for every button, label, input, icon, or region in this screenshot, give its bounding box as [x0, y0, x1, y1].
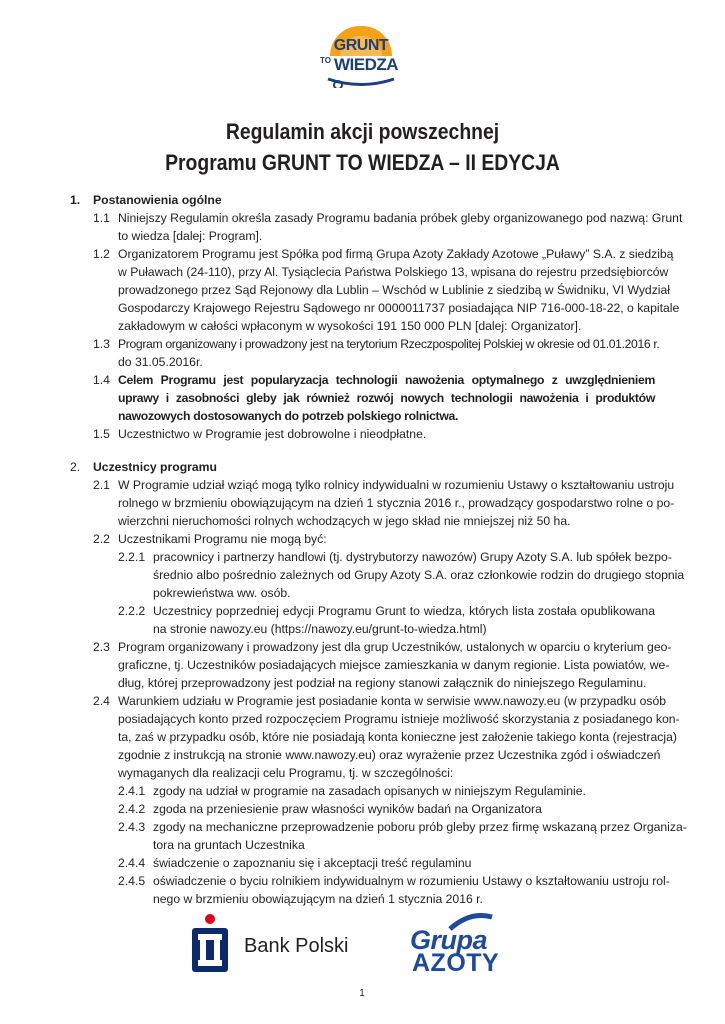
- subitem-number: 2.4.3: [118, 820, 146, 834]
- item-number: 2.1: [93, 478, 110, 492]
- subitem-line: Uczestnicy poprzedniej edycji Programu Grunt to wiedza, których lista została opublikowana: [153, 604, 655, 618]
- item-line-bold: uprawy i zasobności gleby jak również rozwój nowych technologii nawożenia i produktów: [118, 391, 655, 405]
- subitem-line: pracownicy i partnerzy handlowi (tj. dystrybutorzy nawozów) Grupy Azoty S.A. lub spółek bezpo-: [153, 550, 672, 564]
- subitem-line: tora na gruntach Uczestnika: [153, 838, 305, 852]
- subitem-number: 2.4.2: [118, 802, 146, 816]
- document-title-line1: Regulamin akcji powszechnej: [225, 119, 500, 144]
- item-line: do 31.05.2016r.: [118, 355, 203, 369]
- subitem-line: nego w brzmieniu obowiązującym na dzień 1 stycznia 2016 r.: [153, 892, 483, 906]
- item-number: 2.4: [93, 694, 110, 708]
- item-line: zgodnie z instrukcją na stronie www.nawozy.eu) oraz wyrażenie przez Uczestnika zgód i oświadczeń: [118, 748, 661, 762]
- section-heading: Postanowienia ogólne: [93, 193, 222, 207]
- item-line: Organizatorem Programu jest Spółka pod firmą Grupa Azoty Zakłady Azotowe „Puławy” S.A. z siedzibą: [118, 247, 674, 261]
- pko-bank-name: Bank Polski: [244, 935, 349, 957]
- item-line: Gospodarczy Krajowego Rejestru Sądowego nr 0000011737 posiadająca NIP 716-000-18-22, o kapitale: [118, 301, 680, 315]
- subitem-line: średnio albo pośrednio zależnych od Grupy Azoty S.A. oraz członkowie rodzin do drugiego stopnia: [153, 568, 685, 582]
- subitem-number: 2.2.2: [118, 604, 146, 618]
- subitem-number: 2.4.1: [118, 784, 146, 798]
- subitem-number: 2.4.5: [118, 874, 146, 888]
- page-number: 1: [359, 988, 365, 999]
- item-line: Niniejszy Regulamin określa zasady Programu badania próbek gleby organizowanego pod nazwą: Grunt: [118, 211, 683, 225]
- item-number: 1.1: [93, 211, 110, 225]
- section-heading: Uczestnicy programu: [93, 460, 217, 474]
- subitem-line: świadczenie o zapoznaniu się i akceptacji treść regulaminu: [153, 856, 472, 870]
- item-line: Warunkiem udziału w Programie jest posiadanie konta w serwisie www.nawozy.eu (w przypadku osób: [118, 694, 667, 708]
- document-title-line2: Programu GRUNT TO WIEDZA – II EDYCJA: [165, 150, 560, 175]
- item-line: Program organizowany i prowadzony jest na terytorium Rzeczpospolitej Polskiej w okresie od 01.01.2016 r.: [118, 337, 660, 351]
- item-line: to wiedza [dalej: Program].: [118, 229, 263, 243]
- item-line: wymaganych dla realizacji celu Programu, tj. w szczególności:: [118, 766, 454, 780]
- grupa-azoty-logo: [410, 913, 510, 977]
- item-line: ta, zaś w przypadku osób, które nie posiadają konta konieczne jest założenie takiego konta (rejestracja): [118, 730, 677, 744]
- subitem-number: 2.4.4: [118, 856, 146, 870]
- item-line: Uczestnikami Programu nie mogą być:: [118, 532, 327, 546]
- item-number: 1.2: [93, 247, 110, 261]
- logo-to: TO: [320, 56, 331, 65]
- subitem-line: pokrewieństwa ww. osób.: [153, 586, 291, 600]
- subitem-line: na stronie nawozy.eu (https://nawozy.eu/grunt-to-wiedza.html): [153, 622, 487, 636]
- logo-line2: WIEDZA: [334, 55, 399, 74]
- subitem-line: zgody na udział w programie na zasadach opisanych w niniejszym Regulaminie.: [153, 784, 586, 798]
- item-line: graficzne, tj. Uczestników posiadających miejsce zamieszkania w danym regionie. Lista powiatów, we-: [118, 658, 670, 672]
- item-number: 1.5: [93, 427, 110, 441]
- item-number: 1.3: [93, 337, 110, 351]
- azoty-line1: Grupa: [410, 925, 488, 955]
- pko-bank-polski-logo: [186, 913, 382, 975]
- section-number: 2.: [70, 460, 81, 474]
- item-line: posiadających konto przed rozpoczęciem Programu istnieje możliwość skorzystania z posiadanego kon-: [118, 712, 680, 726]
- item-line-bold: Celem Programu jest popularyzacja technologii nawożenia optymalnego z uwzględnieniem: [118, 373, 655, 387]
- subitem-line: zgody na mechaniczne przeprowadzenie poboru prób gleby przez firmę wskazaną przez Organiza-: [153, 820, 687, 834]
- item-line: W Programie udział wziąć mogą tylko rolnicy indywidualni w rozumieniu Ustawy o kształtowaniu ustroju: [118, 478, 675, 492]
- item-number: 2.2: [93, 532, 110, 546]
- grunt-to-wiedza-logo: [318, 26, 404, 98]
- subitem-line: zgoda na przeniesienie praw własności wyników badań na Organizatora: [153, 802, 542, 816]
- item-number: 1.4: [93, 373, 110, 387]
- item-line: dług, której przeprowadzony jest podział na regiony stanowi załącznik do niniejszego Regulaminu.: [118, 676, 647, 690]
- item-line: wierzchni nieruchomości rolnych wchodzących w jego skład nie mniejszej niż 50 ha.: [118, 514, 571, 528]
- subitem-line: oświadczenie o byciu rolnikiem indywidualnym w rozumieniu Ustawy o kształtowaniu ustroju rol-: [153, 874, 670, 888]
- item-line: zakładowym w całości wpłaconym w wysokości 191 150 000 PLN [dalej: Organizator].: [118, 319, 582, 333]
- item-line: w Puławach (24-110), przy Al. Tysiąclecia Państwa Polskiego 13, wpisana do rejestru przedsiębiorców: [118, 265, 669, 279]
- item-number: 2.3: [93, 640, 110, 654]
- logo-swoosh-icon: [326, 76, 396, 88]
- logo-line1: GRUNT: [333, 37, 389, 54]
- pko-emblem-icon: [186, 913, 234, 975]
- item-line-bold: nawozowych dostosowanych do potrzeb polskiego rolnictwa.: [118, 409, 459, 423]
- azoty-line2: AZOTY: [412, 949, 500, 977]
- item-line: rolnego w brzmieniu obowiązującym na dzień 1 stycznia 2016 r., prowadzący gospodarstwo rolne o po-: [118, 496, 675, 510]
- item-line: Uczestnictwo w Programie jest dobrowolne i nieodpłatne.: [118, 427, 427, 441]
- subitem-number: 2.2.1: [118, 550, 146, 564]
- section-number: 1.: [70, 193, 81, 207]
- item-line: Program organizowany i prowadzony jest dla grup Uczestników, ustalonych w oparciu o kryterium geo-: [118, 640, 672, 654]
- item-line: prowadzonego przez Sąd Rejonowy dla Lublin – Wschód w Lublinie z siedzibą w Świdniku, VI Wydział: [118, 283, 671, 297]
